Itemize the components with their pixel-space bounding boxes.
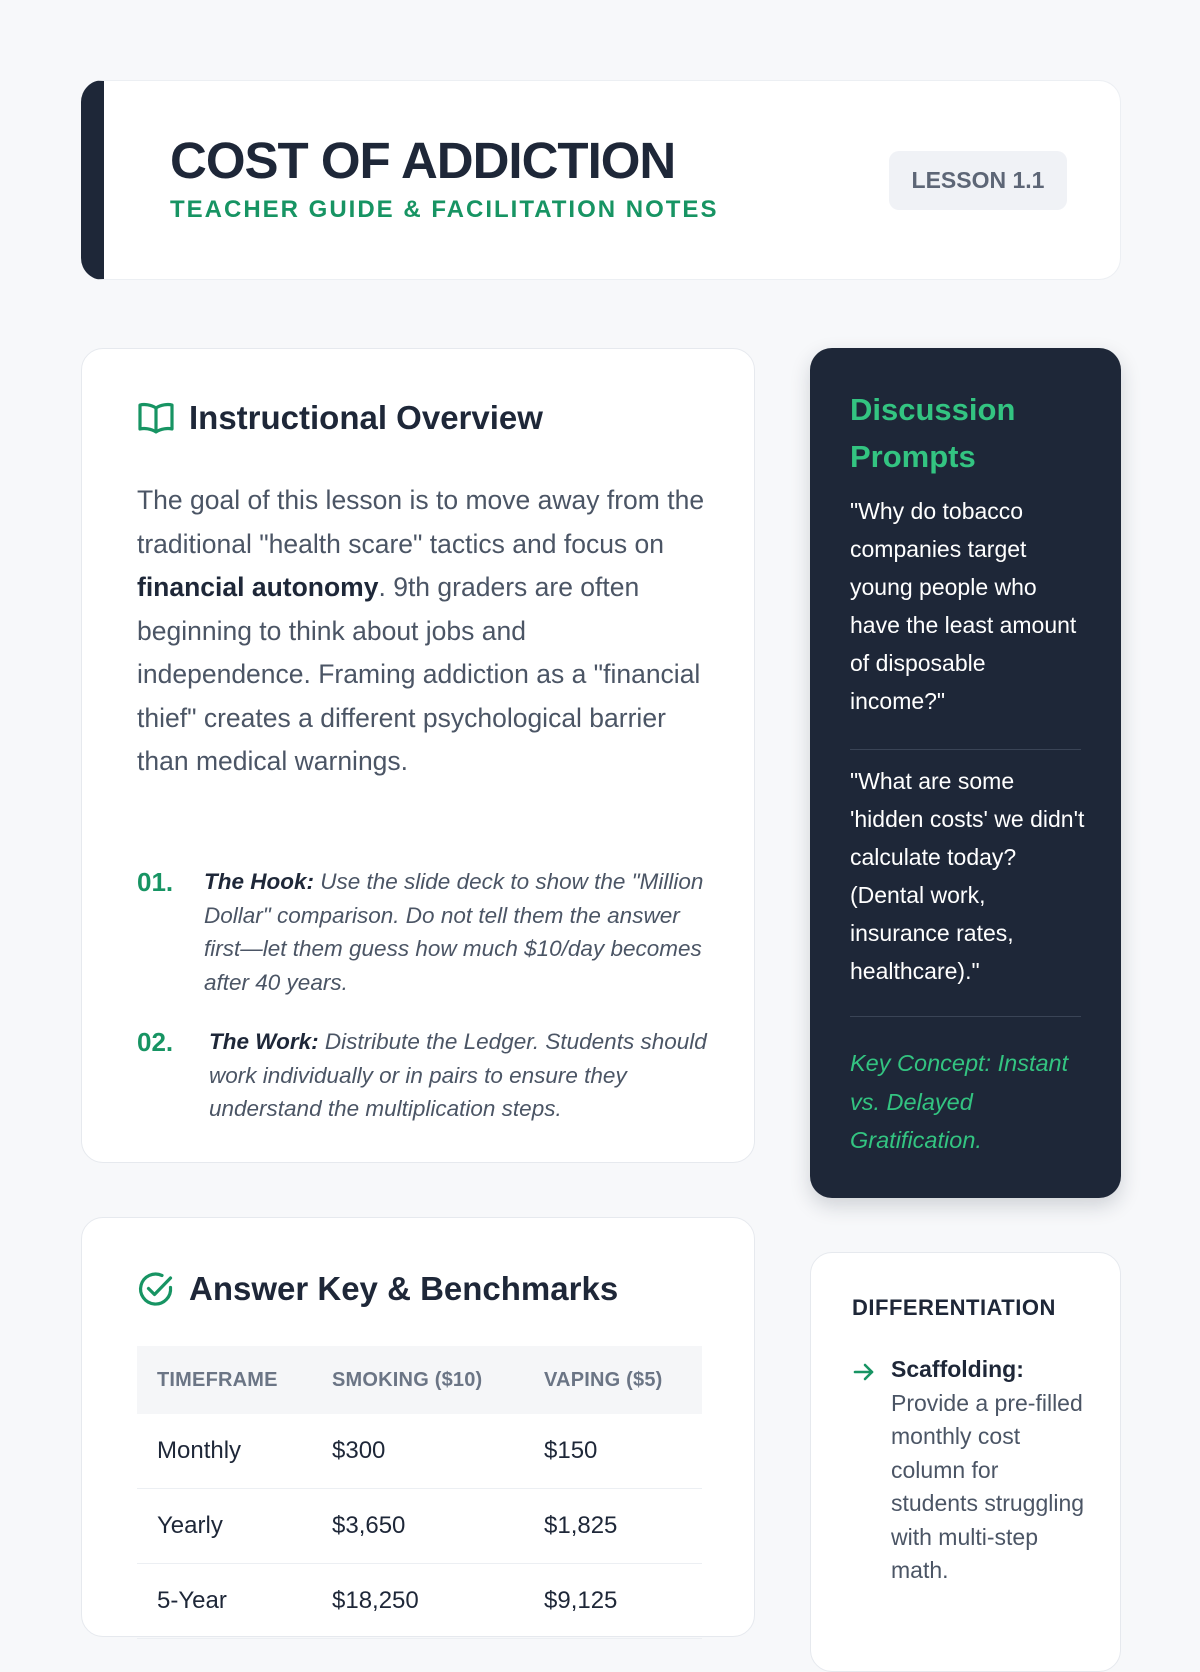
lesson-badge: LESSON 1.1 [889, 151, 1067, 210]
step-text [204, 865, 707, 999]
page-subtitle: TEACHER GUIDE & FACILITATION NOTES [170, 196, 719, 223]
answer-key-heading [137, 1270, 618, 1308]
overview-heading [137, 399, 543, 437]
answer-key-card [81, 1217, 755, 1637]
step-description: Use the slide deck to show the "Million Dollar" comparison. Do not tell them the answer first—let them guess how much $10/day becomes after 40 years. [204, 869, 704, 995]
overview-body-start: The goal of this lesson is to move away from the traditional "health scare" tactics and focus on [137, 485, 705, 559]
answer-key-heading-text: Answer Key & Benchmarks [189, 1270, 619, 1307]
table-header-row [137, 1346, 702, 1414]
table-cell: 5-Year [137, 1564, 312, 1639]
table-cell: $300 [312, 1414, 524, 1489]
prompt-divider [850, 1016, 1081, 1017]
overview-body-emphasis: financial autonomy [137, 572, 379, 602]
open-book-icon [137, 400, 175, 436]
differentiation-title: DIFFERENTIATION [852, 1295, 1056, 1320]
page-header [81, 80, 1121, 280]
differentiation-description: Provide a pre-filled monthly cost column for students struggling with multi-step math. [891, 1389, 1085, 1583]
overview-body-end: . 9th graders are often beginning to think about jobs and independence. Framing addiction as a "financial thief" creates a different psychological barrier than medical warnings. [137, 572, 701, 776]
table-row [137, 1564, 702, 1639]
table-cell: $9,125 [524, 1564, 702, 1639]
discussion-prompt: "Why do tobacco companies target young people who have the least amount of disposable income?" [850, 498, 1077, 714]
instructional-overview-card [81, 348, 755, 1163]
table-cell: $1,825 [524, 1489, 702, 1564]
discussion-prompt: "What are some 'hidden costs' we didn't calculate today? (Dental work, insurance rates, healthcare)." [850, 768, 1085, 984]
table-cell: Yearly [137, 1489, 312, 1564]
check-circle-icon [137, 1270, 175, 1308]
discussion-prompts-title: Discussion Prompts [850, 392, 1016, 474]
overview-heading-text: Instructional Overview [189, 399, 543, 436]
differentiation-item [852, 1353, 1087, 1588]
step-number: 02. [137, 1027, 174, 1057]
differentiation-text [891, 1353, 1087, 1588]
table-cell: Monthly [137, 1414, 312, 1489]
column-header: VAPING ($5) [524, 1346, 702, 1414]
column-header: TIMEFRAME [137, 1346, 312, 1414]
step-item [137, 865, 707, 999]
discussion-prompts-card [810, 348, 1121, 1198]
step-label: The Hook: [204, 869, 314, 894]
prompt-divider [850, 749, 1081, 750]
arrow-right-icon [852, 1353, 891, 1588]
table-cell: $18,250 [312, 1564, 524, 1639]
page-title: COST OF ADDICTION [170, 132, 676, 189]
step-label: The Work: [209, 1029, 319, 1054]
key-concept: Key Concept: Instant vs. Delayed Gratification. [850, 1050, 1069, 1153]
table-cell: $150 [524, 1414, 702, 1489]
differentiation-card [810, 1252, 1121, 1672]
step-number: 01. [137, 867, 174, 897]
answer-key-table [137, 1346, 702, 1639]
step-item [137, 1025, 707, 1126]
table-row [137, 1414, 702, 1489]
step-text [209, 1025, 707, 1126]
column-header: SMOKING ($10) [312, 1346, 524, 1414]
step-description: Distribute the Ledger. Students should work individually or in pairs to ensure they understand the multiplication steps. [209, 1029, 707, 1121]
table-row [137, 1489, 702, 1564]
differentiation-label: Scaffolding: [891, 1356, 1024, 1382]
overview-body [137, 479, 707, 784]
table-cell: $3,650 [312, 1489, 524, 1564]
